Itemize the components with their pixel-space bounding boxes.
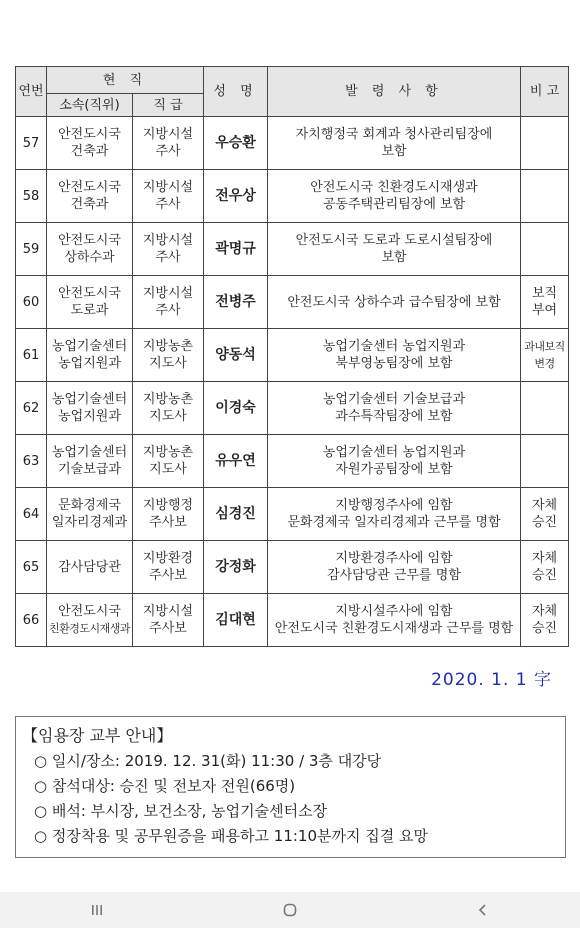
cell-no bbox=[16, 541, 47, 594]
cell-line: 보함 bbox=[381, 144, 407, 159]
cell-line: 지방시설 bbox=[142, 180, 194, 195]
row-number: 62 bbox=[22, 400, 40, 416]
cell-remark bbox=[521, 329, 569, 382]
header-appointment: 발 령 사 항 bbox=[268, 67, 521, 117]
cell-line: 안전도시국 bbox=[58, 233, 121, 248]
cell-name bbox=[204, 382, 268, 435]
cell-line: 지방농촌 bbox=[142, 339, 194, 354]
cell-name bbox=[204, 170, 268, 223]
header-grade: 직 급 bbox=[133, 94, 204, 117]
table-body bbox=[16, 117, 569, 647]
row-number: 65 bbox=[22, 559, 40, 575]
cell-line: 지방농촌 bbox=[142, 445, 194, 460]
person-name: 양동석 bbox=[215, 346, 256, 363]
cell-grade bbox=[133, 117, 204, 170]
cell-grade bbox=[133, 594, 204, 647]
cell-line: 지도사 bbox=[149, 409, 187, 424]
header-dept: 소속(직위) bbox=[47, 94, 133, 117]
header-remark: 비 고 bbox=[521, 67, 569, 117]
cell-line: 안전도시국 bbox=[58, 127, 121, 142]
cell-grade bbox=[133, 435, 204, 488]
cell-line: 일자리경제과 bbox=[51, 515, 128, 530]
appointment-table bbox=[15, 66, 569, 647]
cell-name bbox=[204, 117, 268, 170]
cell-line: 부여 bbox=[531, 303, 558, 318]
cell-dept bbox=[47, 435, 133, 488]
person-name: 전우상 bbox=[215, 187, 256, 204]
cell-no bbox=[16, 488, 47, 541]
cell-line: 지방행정 bbox=[142, 498, 194, 513]
cell-line: 주사 bbox=[155, 303, 181, 318]
cell-dept bbox=[47, 382, 133, 435]
cell-line: 문화경제국 일자리경제과 근무를 명함 bbox=[287, 515, 501, 530]
cell-line: 건축과 bbox=[70, 197, 109, 212]
row-number: 58 bbox=[22, 188, 40, 204]
table-row bbox=[16, 541, 569, 594]
table-row bbox=[16, 435, 569, 488]
cell-name bbox=[204, 435, 268, 488]
cell-line: 승진 bbox=[531, 515, 558, 530]
cell-line: 문화경제국 bbox=[58, 498, 121, 513]
notice-title: 【임용장 교부 안내】 bbox=[22, 726, 173, 745]
cell-line: 상하수과 bbox=[64, 250, 115, 265]
cell-grade bbox=[133, 541, 204, 594]
person-name: 강정화 bbox=[215, 558, 256, 575]
cell-no bbox=[16, 170, 47, 223]
cell-line: 친환경도시재생과 bbox=[48, 622, 130, 635]
cell-remark bbox=[521, 117, 569, 170]
table-row bbox=[16, 223, 569, 276]
cell-appointment bbox=[268, 223, 521, 276]
row-number: 64 bbox=[22, 506, 40, 522]
person-name: 우승환 bbox=[215, 134, 256, 151]
cell-line: 농업지원과 bbox=[58, 409, 121, 424]
cell-line: 변경 bbox=[534, 357, 555, 370]
cell-remark bbox=[521, 382, 569, 435]
cell-grade bbox=[133, 276, 204, 329]
table-row bbox=[16, 594, 569, 647]
person-name: 유우연 bbox=[215, 452, 256, 469]
cell-line: 농업기술센터 bbox=[51, 445, 128, 460]
cell-name bbox=[204, 223, 268, 276]
table-row bbox=[16, 329, 569, 382]
cell-name bbox=[204, 594, 268, 647]
cell-line: 기술보급과 bbox=[58, 462, 121, 477]
cell-line: 자체 bbox=[531, 551, 558, 566]
cell-dept bbox=[47, 223, 133, 276]
cell-line: 지방시설 bbox=[142, 286, 194, 301]
notice-box bbox=[15, 716, 566, 858]
row-number: 63 bbox=[22, 453, 40, 469]
cell-line: 지방시설주사에 임함 bbox=[335, 604, 453, 619]
cell-dept bbox=[47, 117, 133, 170]
cell-no bbox=[16, 435, 47, 488]
notice-item: ○ 정장착용 및 공무원증을 패용하고 11:10분까지 집결 요망 bbox=[34, 827, 428, 845]
cell-line: 안전도시국 상하수과 급수팀장에 보함 bbox=[287, 294, 501, 310]
cell-line: 농업기술센터 bbox=[51, 392, 128, 407]
cell-line: 지방시설 bbox=[142, 233, 194, 248]
cell-appointment bbox=[268, 170, 521, 223]
notice-item: ○ 배석: 부시장, 보건소장, 농업기술센터소장 bbox=[34, 802, 328, 820]
cell-line: 농업기술센터 기술보급과 bbox=[322, 392, 466, 407]
cell-line: 지방시설 bbox=[142, 604, 194, 619]
cell-no bbox=[16, 382, 47, 435]
person-name: 곽명규 bbox=[215, 240, 256, 257]
cell-no bbox=[16, 117, 47, 170]
cell-line: 안전도시국 도로과 도로시설팀장에 bbox=[295, 233, 493, 248]
cell-line: 주사 bbox=[155, 250, 181, 265]
row-number: 59 bbox=[22, 241, 40, 257]
cell-appointment bbox=[268, 594, 521, 647]
cell-line: 농업기술센터 농업지원과 bbox=[322, 339, 466, 354]
cell-grade bbox=[133, 382, 204, 435]
table-row bbox=[16, 117, 569, 170]
cell-appointment bbox=[268, 435, 521, 488]
cell-line: 승진 bbox=[531, 568, 558, 583]
header-no: 연번 bbox=[16, 67, 47, 117]
cell-dept bbox=[47, 541, 133, 594]
effective-date: 2020. 1. 1 字 bbox=[431, 670, 552, 690]
navigation-bar bbox=[0, 892, 580, 928]
cell-line: 지도사 bbox=[149, 462, 187, 477]
cell-name bbox=[204, 541, 268, 594]
header-name: 성 명 bbox=[204, 67, 268, 117]
cell-line: 건축과 bbox=[70, 144, 109, 159]
cell-line: 자체 bbox=[531, 498, 558, 513]
person-name: 전병주 bbox=[215, 293, 256, 310]
cell-remark bbox=[521, 276, 569, 329]
cell-dept bbox=[47, 594, 133, 647]
cell-name bbox=[204, 488, 268, 541]
back-button[interactable] bbox=[453, 892, 513, 928]
row-number: 66 bbox=[22, 612, 40, 628]
cell-appointment bbox=[268, 329, 521, 382]
cell-grade bbox=[133, 223, 204, 276]
person-name: 심경진 bbox=[215, 505, 256, 522]
cell-line: 도로과 bbox=[70, 303, 109, 318]
recent-apps-icon bbox=[90, 903, 104, 917]
cell-appointment bbox=[268, 488, 521, 541]
table-row bbox=[16, 170, 569, 223]
cell-line: 지방환경주사에 임함 bbox=[335, 551, 453, 566]
cell-dept bbox=[47, 329, 133, 382]
cell-line: 보직 bbox=[531, 286, 558, 301]
cell-dept bbox=[47, 170, 133, 223]
cell-no bbox=[16, 594, 47, 647]
table-row bbox=[16, 488, 569, 541]
cell-line: 안전도시국 친환경도시재생과 근무를 명함 bbox=[274, 621, 514, 636]
cell-line: 보함 bbox=[381, 250, 407, 265]
cell-line: 주사 bbox=[155, 197, 181, 212]
cell-grade bbox=[133, 488, 204, 541]
notice-item: ○ 참석대상: 승진 및 전보자 전원(66명) bbox=[34, 777, 296, 795]
row-number: 60 bbox=[22, 294, 40, 310]
cell-no bbox=[16, 329, 47, 382]
cell-line: 지방농촌 bbox=[142, 392, 194, 407]
cell-remark bbox=[521, 541, 569, 594]
table-row bbox=[16, 276, 569, 329]
cell-line: 지방행정주사에 임함 bbox=[335, 498, 453, 513]
cell-appointment bbox=[268, 541, 521, 594]
cell-line: 안전도시국 bbox=[58, 180, 121, 195]
cell-line: 주사보 bbox=[149, 568, 187, 583]
cell-no bbox=[16, 223, 47, 276]
cell-line: 농업기술센터 bbox=[51, 339, 128, 354]
cell-line: 주사 bbox=[155, 144, 181, 159]
cell-line: 북부영농팀장에 보함 bbox=[335, 356, 453, 371]
recent-apps-button[interactable] bbox=[67, 892, 127, 928]
cell-remark bbox=[521, 488, 569, 541]
cell-name bbox=[204, 276, 268, 329]
row-number: 61 bbox=[22, 347, 40, 363]
cell-dept bbox=[47, 488, 133, 541]
header-current: 현 직 bbox=[47, 67, 204, 94]
cell-remark bbox=[521, 223, 569, 276]
cell-line: 지방환경 bbox=[142, 551, 194, 566]
cell-line: 농업지원과 bbox=[58, 356, 121, 371]
cell-grade bbox=[133, 329, 204, 382]
home-button[interactable] bbox=[260, 892, 320, 928]
cell-line: 농업기술센터 농업지원과 bbox=[322, 445, 466, 460]
cell-remark bbox=[521, 170, 569, 223]
cell-remark bbox=[521, 435, 569, 488]
cell-name bbox=[204, 329, 268, 382]
cell-line: 과수특작팀장에 보함 bbox=[335, 409, 453, 424]
cell-appointment bbox=[268, 276, 521, 329]
cell-remark bbox=[521, 594, 569, 647]
person-name: 김대현 bbox=[215, 611, 256, 628]
cell-line: 자체 bbox=[531, 604, 558, 619]
cell-dept bbox=[47, 276, 133, 329]
cell-no bbox=[16, 276, 47, 329]
table-row bbox=[16, 382, 569, 435]
person-name: 이경숙 bbox=[215, 399, 256, 416]
cell-line: 지도사 bbox=[149, 356, 187, 371]
cell-line: 감사담당관 bbox=[58, 559, 121, 575]
cell-line: 감사담당관 근무를 명함 bbox=[327, 568, 461, 583]
cell-line: 지방시설 bbox=[142, 127, 194, 142]
cell-line: 공동주택관리팀장에 보함 bbox=[322, 197, 466, 212]
cell-line: 자치행정국 회계과 청사관리팀장에 bbox=[295, 127, 493, 142]
cell-grade bbox=[133, 170, 204, 223]
back-icon bbox=[476, 903, 490, 917]
cell-line: 안전도시국 bbox=[58, 604, 121, 619]
cell-appointment bbox=[268, 382, 521, 435]
notice-item: ○ 일시/장소: 2019. 12. 31(화) 11:30 / 3층 대강당 bbox=[34, 752, 382, 770]
cell-line: 주사보 bbox=[149, 621, 187, 636]
home-icon bbox=[282, 902, 298, 918]
cell-line: 주사보 bbox=[149, 515, 187, 530]
row-number: 57 bbox=[22, 135, 40, 151]
cell-line: 안전도시국 bbox=[58, 286, 121, 301]
cell-line: 승진 bbox=[531, 621, 558, 636]
cell-appointment bbox=[268, 117, 521, 170]
cell-line: 자원가공팀장에 보함 bbox=[335, 462, 453, 477]
cell-line: 과내보직 bbox=[524, 340, 565, 353]
cell-line: 안전도시국 친환경도시재생과 bbox=[310, 180, 478, 195]
